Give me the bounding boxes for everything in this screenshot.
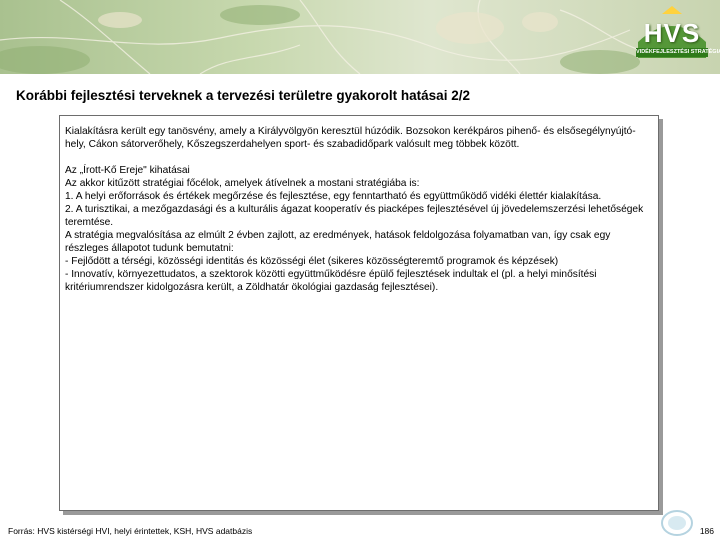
paragraph-result-2: - Innovatív, környezettudatos, a szektorok közötti együttműködésre épülő fejlesztések indultak el (pl. a helyi minősítési kritériumrendszer kidolgozásra került, a Zöldhatár ökológiai gazdaság fejlesztései). (65, 269, 597, 293)
paragraph-goal-1: 1. A helyi erőforrások és értékek megőrzése és fejlesztése, egy fenntartható és együttműködő vidéki élettér kialakítása. (65, 191, 602, 202)
source-note: Forrás: HVS kistérségi HVI, helyi érintettek, KSH, HVS adatbázis (8, 526, 253, 536)
paragraph-gap (65, 151, 655, 164)
paragraph-heading: Az „Írott-Kő Ereje" kihatásai (65, 165, 190, 176)
hvs-logo (632, 4, 722, 62)
content-text (65, 125, 655, 294)
map-background (0, 0, 720, 74)
logo-text: HVS (643, 18, 701, 48)
content-box (59, 115, 659, 511)
paragraph-result-1: - Fejlődött a térségi, közösségi identitás és közösségi élet (sikeres közösségteremtő programok és képzések) (65, 256, 559, 267)
header-divider (0, 74, 720, 77)
paragraph-goal-2: 2. A turisztikai, a mezőgazdasági és a kulturális ágazat kooperatív és piacképes fejlesztésével új jövedelemszerzési lehetőségek teremtése. (65, 204, 644, 228)
watermark-seal-icon (660, 508, 694, 538)
paragraph-status: A stratégia megvalósítása az elmúlt 2 évben zajlott, az eredmények, hatások feldolgozása folyamatban van, így csak egy részleges állapotot tudunk bemutatni: (65, 230, 611, 254)
header-banner (0, 0, 720, 74)
page-number: 186 (699, 526, 714, 536)
paragraph-intro: Kialakításra került egy tanösvény, amely a Királyvölgyön keresztül húzódik. Bozsokon kerékpáros pihenő- és elsősegélynyújtó-hely, Cákon sátorverőhely, Kőszegszerdahelyen sport- és szabadidőpark valósult meg többek között. (65, 126, 636, 150)
logo-subtitle: VIDÉKFEJLESZTÉSI STRATÉGIA (636, 49, 722, 55)
page-title: Korábbi fejlesztési terveknek a tervezési területre gyakorolt hatásai 2/2 (16, 88, 470, 103)
paragraph-goals-intro: Az akkor kitűzött stratégiai főcélok, amelyek átívelnek a mostani stratégiába is: (65, 178, 420, 189)
